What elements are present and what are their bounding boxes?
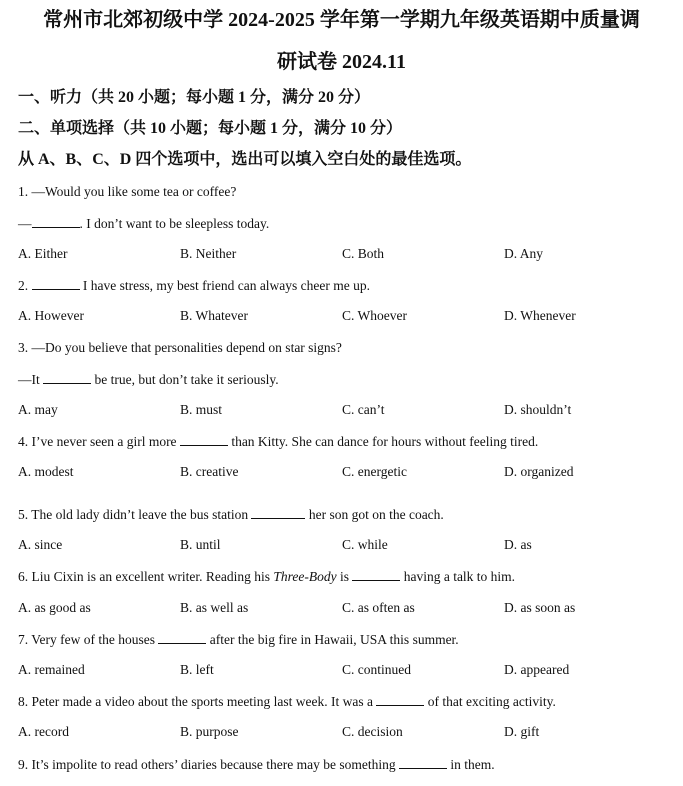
title-line-1: 常州市北郊初级中学 2024-2025 学年第一学期九年级英语期中质量调 xyxy=(43,9,640,31)
answer-blank xyxy=(158,630,206,644)
question-3-option-c: C. can’t xyxy=(342,402,385,417)
question-2-option-c: C. Whoever xyxy=(342,308,407,323)
question-1-stem: 1. —Would you like some tea or coffee? xyxy=(18,184,237,199)
question-3-option-a: A. may xyxy=(18,402,58,417)
question-7-option-c: C. continued xyxy=(342,662,411,677)
question-1-option-a: A. Either xyxy=(18,246,68,261)
answer-blank xyxy=(399,755,447,769)
question-8-option-b: B. purpose xyxy=(180,724,239,739)
question-1-answer-line: — . I don’t want to be sleepless today. xyxy=(18,216,270,231)
question-4-option-a: A. modest xyxy=(18,464,74,479)
question-5-option-a: A. since xyxy=(18,537,63,552)
question-1-option-b: B. Neither xyxy=(180,246,237,261)
book-title: Three-Body xyxy=(273,569,337,584)
answer-blank xyxy=(180,432,228,446)
answer-blank xyxy=(32,214,80,228)
question-4-option-c: C. energetic xyxy=(342,464,407,479)
question-7-option-d: D. appeared xyxy=(504,662,570,677)
answer-blank xyxy=(251,505,305,519)
answer-blank xyxy=(352,567,400,581)
question-6-option-c: C. as often as xyxy=(342,600,415,615)
question-1-option-c: C. Both xyxy=(342,246,385,261)
question-3-answer-line: —It be true, but don’t take it seriously. xyxy=(18,372,279,387)
section-single-choice: 二、单项选择（共 10 小题；每小题 1 分，满分 10 分） xyxy=(18,120,403,137)
section-instruction: 从 A、B、C、D 四个选项中，选出可以填入空白处的最佳选项。 xyxy=(18,151,472,168)
answer-blank xyxy=(32,276,80,290)
question-7-option-b: B. left xyxy=(180,662,214,677)
title-line-2: 研试卷 2024.11 xyxy=(277,51,406,73)
section-listening: 一、听力（共 20 小题；每小题 1 分，满分 20 分） xyxy=(18,89,371,106)
question-3-option-b: B. must xyxy=(180,402,223,417)
question-5-option-b: B. until xyxy=(180,537,221,552)
answer-blank xyxy=(376,692,424,706)
question-7-stem: 7. Very few of the houses after the big fire in Hawaii, USA this summer. xyxy=(18,632,459,647)
question-8-option-c: C. decision xyxy=(342,724,403,739)
question-9-stem: 9. It’s impolite to read others’ diaries because there may be something in them. xyxy=(18,757,495,772)
question-4-stem: 4. I’ve never seen a girl more than Kitty. She can dance for hours without feeling tired. xyxy=(18,434,539,449)
question-3-stem: 3. —Do you believe that personalities depend on star signs? xyxy=(18,340,342,355)
question-2-option-d: D. Whenever xyxy=(504,308,576,323)
question-8-stem: 8. Peter made a video about the sports meeting last week. It was a of that exciting activity. xyxy=(18,694,556,709)
question-5-option-d: D. as xyxy=(504,537,532,552)
question-2-option-b: B. Whatever xyxy=(180,308,248,323)
question-7-option-a: A. remained xyxy=(18,662,85,677)
question-6-option-b: B. as well as xyxy=(180,600,249,615)
question-4-option-b: B. creative xyxy=(180,464,239,479)
question-4-option-d: D. organized xyxy=(504,464,574,479)
question-6-stem: 6. Liu Cixin is an excellent writer. Reading his Three-Body is having a talk to him. xyxy=(18,569,516,584)
question-8-option-d: D. gift xyxy=(504,724,540,739)
question-6-option-a: A. as good as xyxy=(18,600,91,615)
question-2-stem: 2. I have stress, my best friend can always cheer me up. xyxy=(18,278,371,293)
question-6-option-d: D. as soon as xyxy=(504,600,576,615)
question-8-option-a: A. record xyxy=(18,724,69,739)
question-3-option-d: D. shouldn’t xyxy=(504,402,572,417)
question-2-option-a: A. However xyxy=(18,308,84,323)
answer-blank xyxy=(43,370,91,384)
question-5-stem: 5. The old lady didn’t leave the bus station her son got on the coach. xyxy=(18,507,444,522)
question-1-option-d: D. Any xyxy=(504,246,544,261)
question-5-option-c: C. while xyxy=(342,537,388,552)
